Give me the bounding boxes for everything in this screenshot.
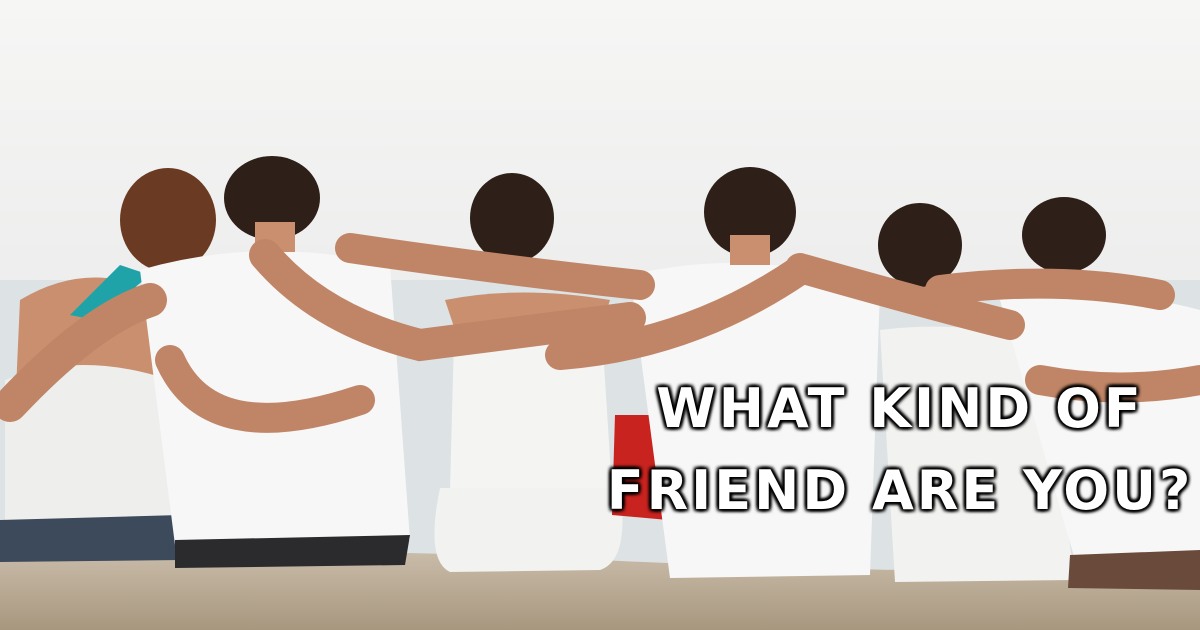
headline-line-2: FRIEND ARE YOU? — [606, 459, 1194, 522]
quiz-headline — [600, 368, 1200, 532]
headline-line-1: WHAT KIND OF — [656, 377, 1144, 440]
